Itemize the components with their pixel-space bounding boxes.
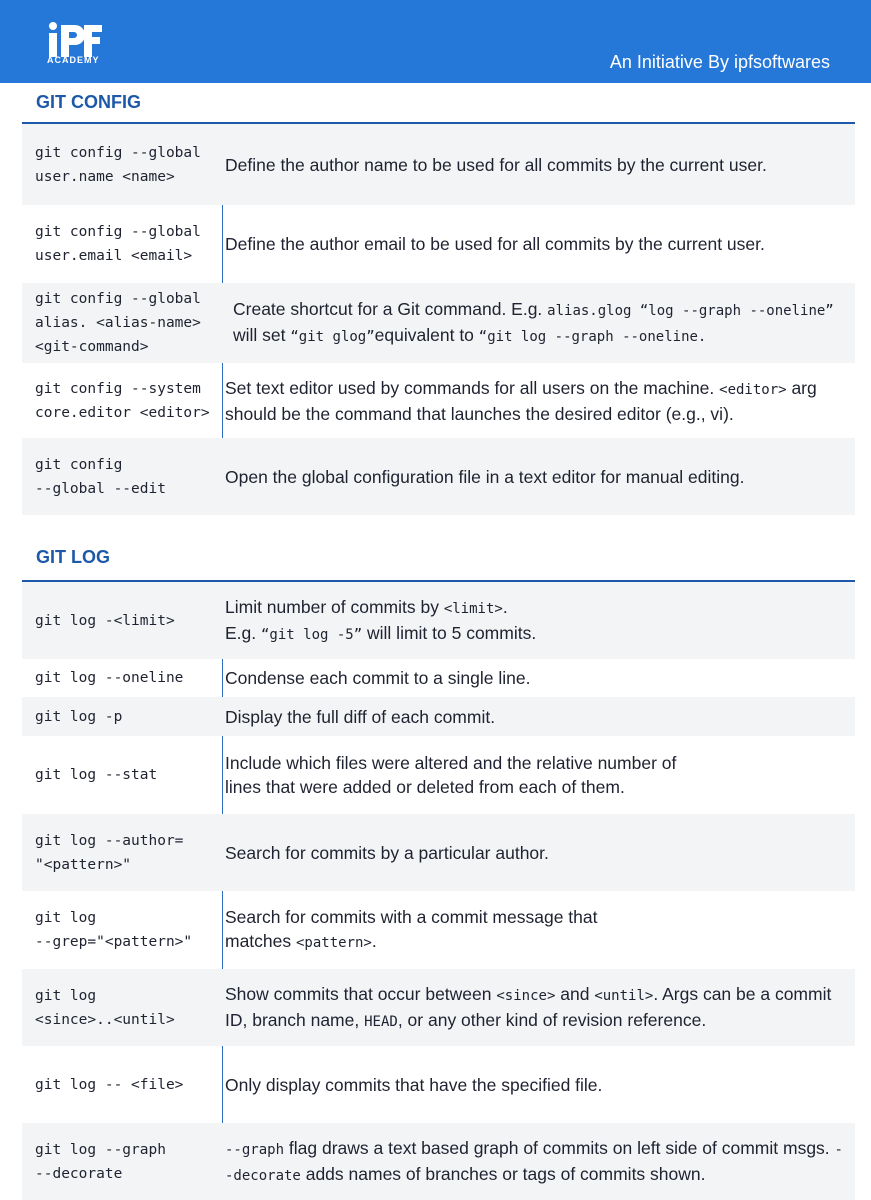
desc-text: lines that were added or deleted from each of them.: [225, 777, 625, 797]
command-cell: git log -- <file>: [35, 1076, 184, 1093]
description-cell: Condense each commit to a single line.: [225, 668, 531, 688]
table-row: [22, 1046, 855, 1123]
desc-code: alias.glog “log --graph --oneline”: [547, 303, 834, 319]
desc-code: <pattern>: [296, 935, 372, 951]
command-cell: git log --graph --decorate: [35, 1141, 166, 1182]
table-row: [22, 659, 855, 697]
description-cell: [210, 376, 855, 426]
table-row: [22, 891, 855, 969]
command-cell: git log -p: [35, 708, 123, 725]
desc-text: , or any other kind of revision reference.: [397, 1009, 707, 1030]
command-cell: git config --global alias. <alias-name> <git-command>: [35, 291, 201, 355]
command-cell: git log --grep="<pattern>": [35, 910, 193, 950]
description-cell: Only display commits that have the specified file.: [225, 1074, 603, 1095]
header-bar: [0, 0, 871, 83]
desc-text: Include which files were altered and the relative number of: [225, 753, 677, 773]
description-cell: [210, 297, 855, 349]
description-cell: [210, 595, 855, 647]
header-tagline: An Initiative By ipfsoftwares: [609, 52, 830, 72]
command-cell: git config --global user.name <name>: [35, 144, 201, 185]
desc-code: “git glog”: [290, 329, 375, 345]
git-log-table: [22, 582, 855, 1200]
description-cell: Search for commits by a particular author.: [225, 842, 549, 863]
desc-text: Create shortcut for a Git command. E.g.: [233, 299, 548, 319]
logo-text: ACADEMY: [47, 55, 100, 65]
desc-text: arg should be the command that launches the desired editor (e.g., vi).: [225, 377, 817, 424]
desc-text: Search for commits with a commit message that: [225, 907, 598, 927]
desc-text: Limit number of commits by: [225, 596, 444, 617]
desc-text: Show commits that occur between: [225, 983, 497, 1004]
description-cell: [210, 982, 855, 1034]
table-row: [22, 736, 855, 814]
description-cell: [210, 1136, 855, 1188]
desc-text: equivalent to: [374, 325, 479, 345]
table-row: [22, 363, 855, 438]
table-row: [22, 124, 855, 205]
desc-text: .: [371, 931, 377, 951]
desc-code: <editor>: [719, 381, 787, 398]
description-cell: Display the full diff of each commit.: [225, 706, 496, 727]
table-row: [22, 205, 855, 283]
command-cell: git config --system core.editor <editor>: [35, 380, 210, 421]
desc-code: <limit>: [443, 600, 503, 617]
section-title-git-config: GIT CONFIG: [36, 92, 141, 112]
command-cell: git log --author= "<pattern>": [35, 832, 184, 873]
description-cell: Define the author name to be used for all commits by the current user.: [225, 154, 767, 175]
description-cell: Define the author email to be used for all commits by the current user.: [225, 234, 765, 254]
section-title-git-log: GIT LOG: [36, 547, 110, 567]
table-row: [22, 438, 855, 515]
desc-text: E.g.: [225, 622, 261, 643]
desc-code: --graph: [225, 1141, 285, 1158]
description-cell: [210, 905, 855, 955]
command-cell: git config --global --edit: [35, 456, 166, 497]
command-cell: git log -<limit>: [35, 612, 175, 629]
table-row: [22, 283, 855, 363]
desc-text: Set text editor used by commands for all users on the machine.: [225, 377, 720, 398]
desc-text: matches: [225, 931, 296, 951]
desc-text: . Args can be a commit ID, branch name,: [225, 983, 832, 1030]
desc-text: will limit to 5 commits.: [362, 622, 537, 643]
table-row: [22, 697, 855, 736]
command-cell: git config --global user.email <email>: [35, 224, 201, 264]
git-config-table: [22, 124, 855, 515]
table-row: [22, 814, 855, 891]
table-row: [22, 582, 855, 659]
command-cell: git log --oneline: [35, 670, 184, 686]
desc-code: --decorate: [225, 1141, 843, 1184]
desc-text: and: [555, 983, 595, 1004]
desc-text: flag draws a text based graph of commits on left side of commit msgs.: [284, 1137, 835, 1158]
description-cell: [210, 751, 855, 799]
desc-code: “git log -5”: [261, 626, 363, 643]
desc-code: HEAD: [364, 1013, 398, 1030]
desc-text: .: [502, 596, 508, 617]
table-row: [22, 969, 855, 1046]
desc-text: adds names of branches or tags of commits shown.: [300, 1163, 706, 1184]
desc-code: <until>: [594, 987, 654, 1004]
table-row: [22, 1123, 855, 1200]
desc-text: will set: [233, 325, 291, 345]
description-cell: Open the global configuration file in a text editor for manual editing.: [225, 466, 745, 487]
command-cell: git log <since>..<until>: [35, 987, 175, 1028]
desc-code: <since>: [496, 987, 556, 1004]
desc-code: “git log --graph --oneline.: [478, 329, 707, 345]
command-cell: git log --stat: [35, 767, 158, 783]
